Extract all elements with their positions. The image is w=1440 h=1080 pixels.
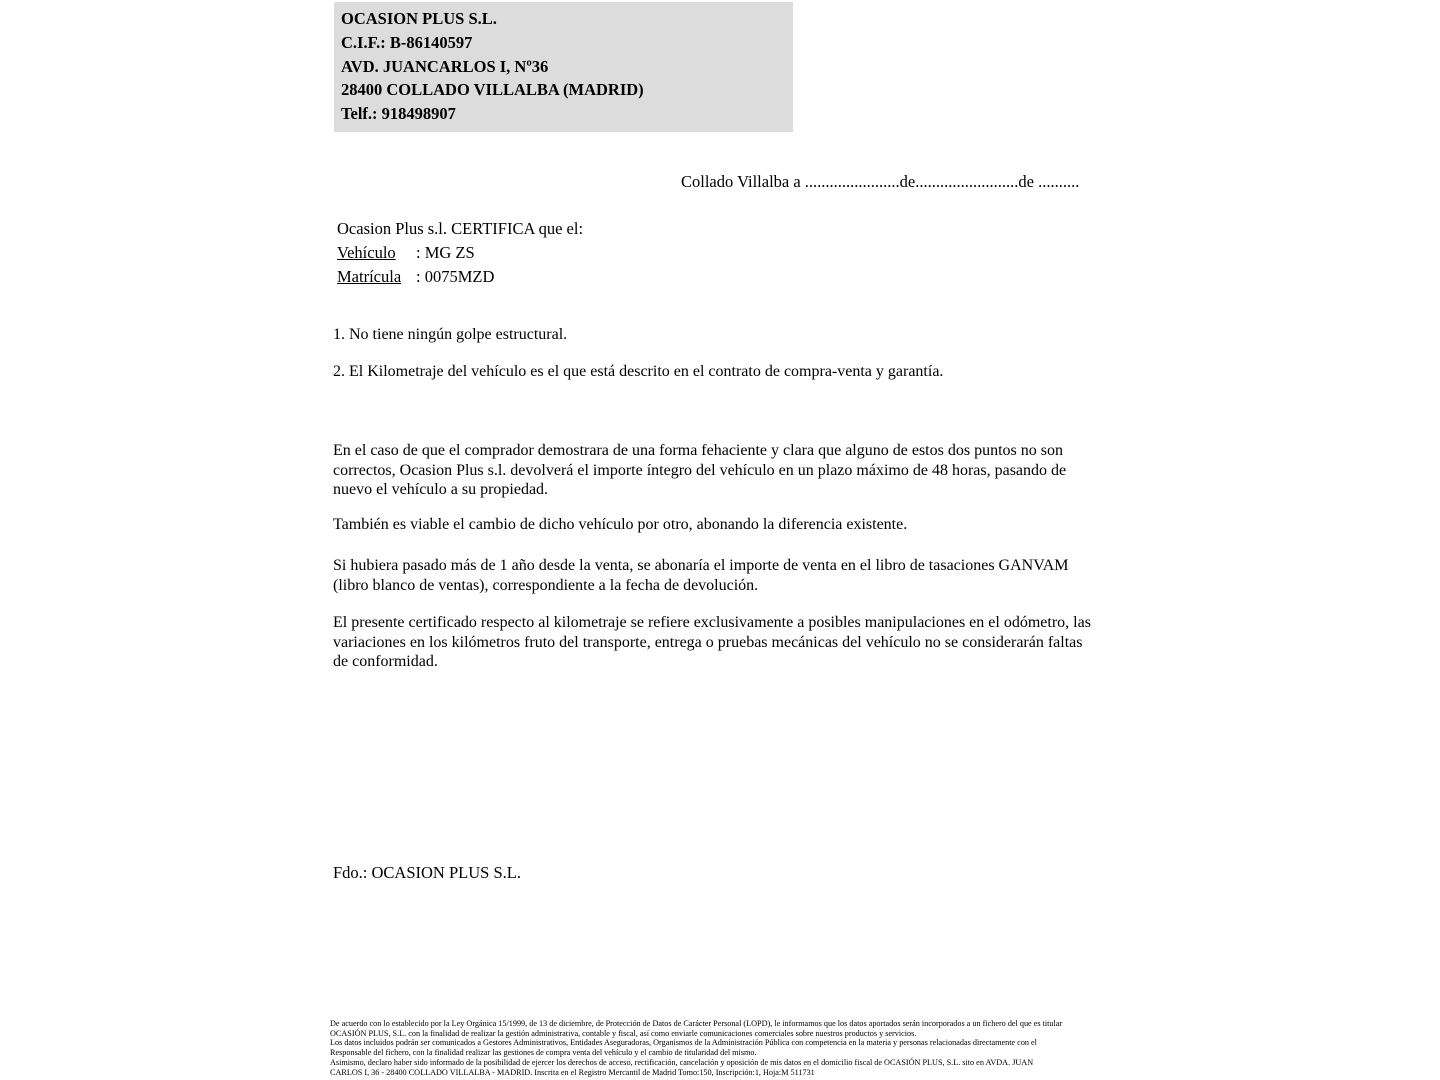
company-phone: Telf.: 918498907 xyxy=(341,104,456,124)
legal-line: OCASIÓN PLUS, S.L. con la finalidad de realizar la gestión administrativa, contable y fiscal, así como enviarle comunicaciones comerciales sobre nuestros productos y servicios. xyxy=(330,1028,917,1038)
legal-line: Asimismo, declaro haber sido informado de la posibilidad de ejercer los derechos de acceso, rectificación, cancelación y oposición de mis datos en el domicilio fiscal de OCASIÓN PLUS, S.L. sito en AVDA. JUAN xyxy=(330,1057,1034,1067)
certification-block xyxy=(337,217,583,288)
letterhead-box xyxy=(334,2,793,132)
certificate-page xyxy=(330,0,1123,1080)
company-name: OCASION PLUS S.L. xyxy=(341,9,497,28)
legal-notice xyxy=(330,1019,1120,1077)
plate-value: : 0075MZD xyxy=(416,266,495,286)
point-1: 1. No tiene ningún golpe estructural. xyxy=(333,326,568,343)
vehicle-row xyxy=(337,241,583,265)
point-2: 2. El Kilometraje del vehículo es el que está descrito en el contrato de compra-venta y garantía. xyxy=(333,363,944,380)
legal-line: Responsable del fichero, con la finalidad realizar las gestiones de compra venta del vehículo y el cambio de titularidad del mismo. xyxy=(330,1048,757,1058)
vehicle-label: Vehículo xyxy=(337,242,396,262)
date-line: Collado Villalba a .......................de.........................de .......... xyxy=(681,172,1080,191)
plate-row xyxy=(337,265,583,289)
legal-line: De acuerdo con lo establecido por la Ley Orgánica 15/1999, de 13 de diciembre, de Protección de Datos de Carácter Personal (LOPD), le informamos que los datos aportados serán incorporados a un fichero del que es titular xyxy=(330,1019,1063,1028)
paragraph-ganvam: Si hubiera pasado más de 1 año desde la venta, se abonaría el importe de venta en el libro de tasaciones GANVAM (libro blanco de ventas), correspondiente a la fecha de devolución. xyxy=(333,557,1069,594)
vehicle-value: : MG ZS xyxy=(416,242,475,262)
legal-line: Los datos incluidos podrán ser comunicados a Gestores Administrativos, Entidades Aseguradoras, Organismos de la Administración Pública con competencia en la materia y personas relacionadas directamente con el xyxy=(330,1038,1037,1048)
paragraph-refund: En el caso de que el comprador demostrara de una forma fehaciente y clara que alguno de estos dos puntos no son correctos, Ocasion Plus s.l. devolverá el importe íntegro del vehículo en un plazo máximo de 48 horas, pasando de nuevo el vehículo a su propiedad. xyxy=(333,442,1067,499)
paragraph-exchange: También es viable el cambio de dicho vehículo por otro, abonando la diferencia existente. xyxy=(333,516,908,533)
plate-label: Matrícula xyxy=(337,266,402,286)
company-city: 28400 COLLADO VILLALBA (MADRID) xyxy=(341,80,644,100)
company-address: AVD. JUANCARLOS I, Nº36 xyxy=(341,56,549,76)
legal-line: CARLOS I, 36 - 28400 COLLADO VILLALBA - MADRID. Inscrita en el Registro Mercantil de Madrid Tomo:150, Inscripción:1, Hoja:M 511731 xyxy=(330,1067,815,1077)
paragraph-odometer: El presente certificado respecto al kilometraje se refiere exclusivamente a posibles manipulaciones en el odómetro, las variaciones en los kilómetros fruto del transporte, entrega o pruebas mecánicas del vehículo no se considerarán faltas de conformidad. xyxy=(333,614,1091,671)
certification-intro: Ocasion Plus s.l. CERTIFICA que el: xyxy=(337,219,584,238)
company-cif: C.I.F.: B-86140597 xyxy=(341,32,473,52)
signature-line: Fdo.: OCASION PLUS S.L. xyxy=(333,863,521,882)
